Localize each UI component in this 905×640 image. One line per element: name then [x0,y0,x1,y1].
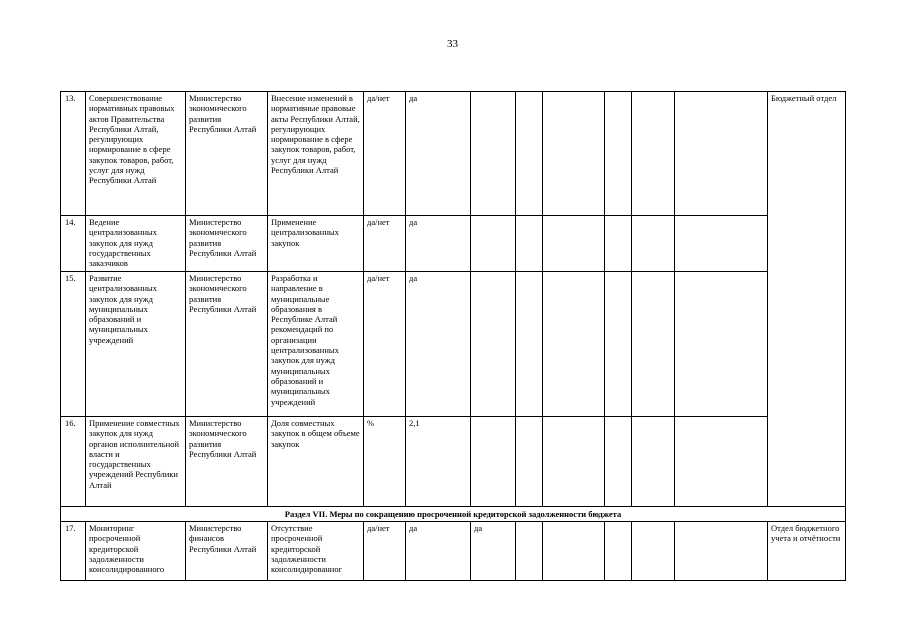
indicator-cell: Внесение изменений в нормативные правовые акты Республики Алтай, регулирующих нормирование в сфере закупок товаров, работ, услуг для нужд Республики Алтай [268,92,364,216]
page-number: 33 [447,38,458,50]
value-cell: да [406,272,471,417]
measure-cell: Мониторинг просроченной кредиторской задолженности консолидированного [86,522,186,581]
value-cell [471,216,516,272]
unit-cell: да/нет [364,272,406,417]
value-cell [471,417,516,507]
table-row [61,272,846,417]
value-cell [543,417,605,507]
value-cell: да [406,216,471,272]
section-title: Раздел VII. Меры по сокращению просроченной кредиторской задолженности бюджета [61,507,846,522]
table-row [61,417,846,507]
value-cell [516,216,543,272]
value-cell [543,92,605,216]
value-cell [471,92,516,216]
measure-cell: Совершенствование нормативных правовых актов Правительства Республики Алтай, регулирующих нормирование в сфере закупок товаров, работ, услуг для нужд Республики Алтай [86,92,186,216]
value-cell [605,216,632,272]
executor-cell: Министерство экономического развития Республики Алтай [186,216,268,272]
executor-cell: Министерство экономического развития Республики Алтай [186,417,268,507]
indicator-cell: Разработка и направление в муниципальные образования в Республике Алтай рекомендаций по организации централизованных закупок для нужд муниципальных образований и муниципальных учреждений [268,272,364,417]
indicator-cell: Применение централизованных закупок [268,216,364,272]
value-cell [605,417,632,507]
value-cell [675,92,768,216]
row-number: 17. [61,522,86,581]
executor-cell: Министерство экономического развития Республики Алтай [186,272,268,417]
section-row [61,507,846,522]
value-cell [516,417,543,507]
row-number: 13. [61,92,86,216]
measure-cell: Применение совместных закупок для нужд органов исполнительной власти и государственных учреждений Республики Алтай [86,417,186,507]
value-cell [632,417,675,507]
table-row [61,522,846,581]
row-number: 16. [61,417,86,507]
value-cell [543,272,605,417]
value-cell: 2,1 [406,417,471,507]
value-cell [675,522,768,581]
unit-cell: да/нет [364,92,406,216]
value-cell [543,216,605,272]
value-cell [605,522,632,581]
value-cell [675,272,768,417]
value-cell [632,272,675,417]
unit-cell: да/нет [364,216,406,272]
executor-cell: Министерство финансов Республики Алтай [186,522,268,581]
value-cell: да [406,92,471,216]
measure-cell: Развитие централизованных закупок для нужд муниципальных образований и муниципальных учреждений [86,272,186,417]
value-cell [516,92,543,216]
value-cell [543,522,605,581]
table-row [61,92,846,216]
executor-cell: Министерство экономического развития Республики Алтай [186,92,268,216]
responsible-cell: Отдел бюджетного учета и отчётности [768,522,846,581]
value-cell [605,272,632,417]
indicator-cell: Отсутствие просроченной кредиторской задолженности консолидированног [268,522,364,581]
value-cell [605,92,632,216]
measures-table [60,91,846,581]
unit-cell: % [364,417,406,507]
value-cell [516,272,543,417]
value-cell [632,216,675,272]
row-number: 15. [61,272,86,417]
value-cell [675,216,768,272]
value-cell: да [471,522,516,581]
unit-cell: да/нет [364,522,406,581]
indicator-cell: Доля совместных закупок в общем объеме закупок [268,417,364,507]
value-cell [632,92,675,216]
responsible-cell: Бюджетный отдел [768,92,846,507]
value-cell [675,417,768,507]
value-cell: да [406,522,471,581]
row-number: 14. [61,216,86,272]
value-cell [516,522,543,581]
value-cell [471,272,516,417]
value-cell [632,522,675,581]
measure-cell: Ведение централизованных закупок для нужд государственных заказчиков [86,216,186,272]
table-row [61,216,846,272]
